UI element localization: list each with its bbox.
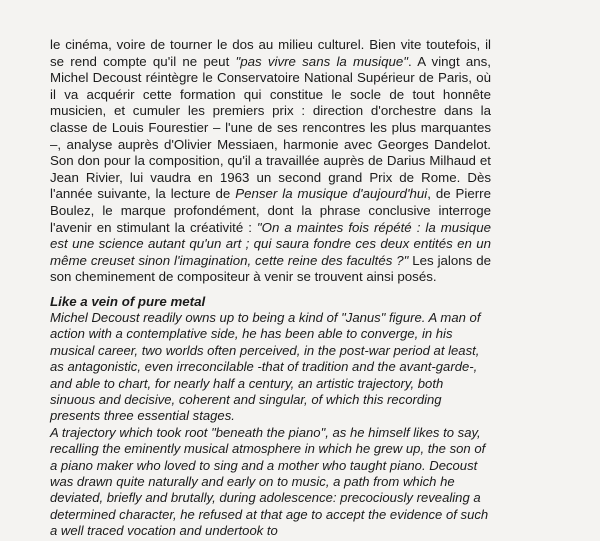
french-text-4: Les jalons de son cheminement de compositeur à venir se trouvent ainsi posés. [50,252,491,285]
french-text-3: , de Pierre Boulez, le marque profondément, dont la phrase conclusive interroge l'avenir en stimulant la créativité : [50,186,491,235]
book-title: Penser la musique d'aujourd'hui [235,186,428,202]
english-paragraph-2: A trajectory which took root "beneath the piano", as he himself likes to say, recalling the eminently musical atmosphere in which he grew up, the son of a piano maker who loved to sing and a mother who taught piano. Decoust was drawn quite naturally and early on to music, a path from which he deviated, briefly and brutally, during adolescence: precociously revealing a determined character, he refused at that age to accept the evidence of such a well traced vocation and undertook to [50,424,489,539]
section-heading: Like a vein of pure metal [50,294,206,309]
quote-pas-vivre: "pas vivre sans la musique" [235,53,409,69]
french-text-1: le cinéma, voire de tourner le dos au milieu culturel. Bien vite toutefois, il se rend compte qu'il ne peut [50,37,491,69]
boulez-quote: "On a maintes fois répété : la musique est une science autant qu'un art ; qui saura fondre ces deux entités en un même creuset sinon l'imagination, cette reine des facultés ?" [50,219,491,268]
english-paragraph-1: Michel Decoust readily owns up to being a kind of "Janus" figure. A man of action with a contemplative side, he has been able to converge, in his musical career, two worlds often perceived, in the post-war period at least, as antagonistic, even irreconcilable -that of tradition and the avant-garde-, and able to chart, for nearly half a century, an artistic trajectory, both sinuous and decisive, coherent and singular, of which this recording presents three essential stages. [50,310,481,424]
french-paragraph [50,37,491,286]
english-text [50,310,491,540]
french-text-2: . A vingt ans, Michel Decoust réintègre le Conservatoire National Supérieur de Paris, où il va acquérir cette formation qui constitue le socle de tout honnête musicien, et cumuler les premiers prix : direction d'orchestre dans la classe de Louis Fourestier – l'une de ses rencontres les plus marquantes –, analyse auprès d'Olivier Messiaen, harmonie avec Georges Dandelot. Son don pour la composition, qu'il a travaillée auprès de Darius Milhaud et Jean Rivier, lui vaudra en 1963 un second grand Prix de Rome. Dès l'année suivante, la lecture de [50,53,491,202]
